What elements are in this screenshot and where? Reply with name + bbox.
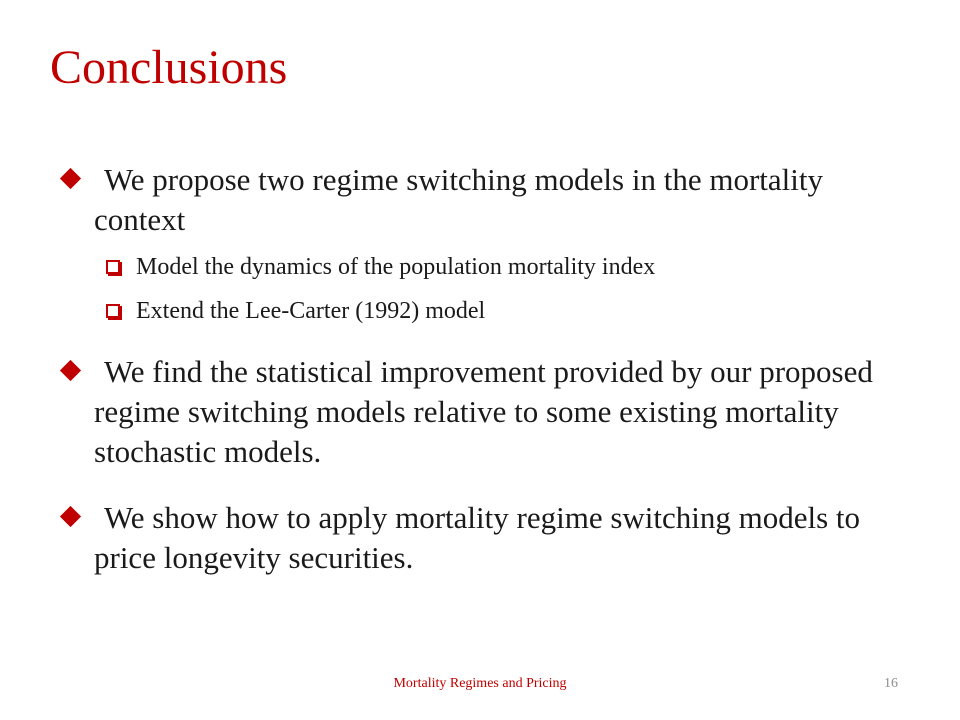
bullet-list	[60, 160, 910, 604]
page-number: 16	[884, 676, 898, 691]
sub-bullet-item	[94, 296, 910, 326]
footer-title: Mortality Regimes and Pricing	[393, 676, 567, 691]
sub-bullet-text: Model the dynamics of the population mortality index	[136, 254, 656, 280]
slide-title: Conclusions	[50, 41, 288, 94]
bullet-item	[60, 352, 910, 472]
bullet-text: We propose two regime switching models in the mortality context	[94, 162, 823, 237]
bullet-text: We find the statistical improvement provided by our proposed regime switching models relative to some existing mortality stochastic models.	[94, 354, 873, 469]
sub-bullet-item	[94, 252, 910, 282]
square-bullet-icon	[106, 260, 120, 274]
diamond-bullet-icon	[60, 506, 81, 527]
square-bullet-icon	[106, 304, 120, 318]
diamond-bullet-icon	[60, 168, 81, 189]
diamond-bullet-icon	[60, 360, 81, 381]
sub-bullet-text: Extend the Lee-Carter (1992) model	[136, 298, 486, 324]
bullet-text: We show how to apply mortality regime switching models to price longevity securities.	[94, 500, 861, 575]
bullet-item	[60, 498, 910, 578]
sub-bullet-list	[94, 252, 910, 326]
bullet-item	[60, 160, 910, 326]
